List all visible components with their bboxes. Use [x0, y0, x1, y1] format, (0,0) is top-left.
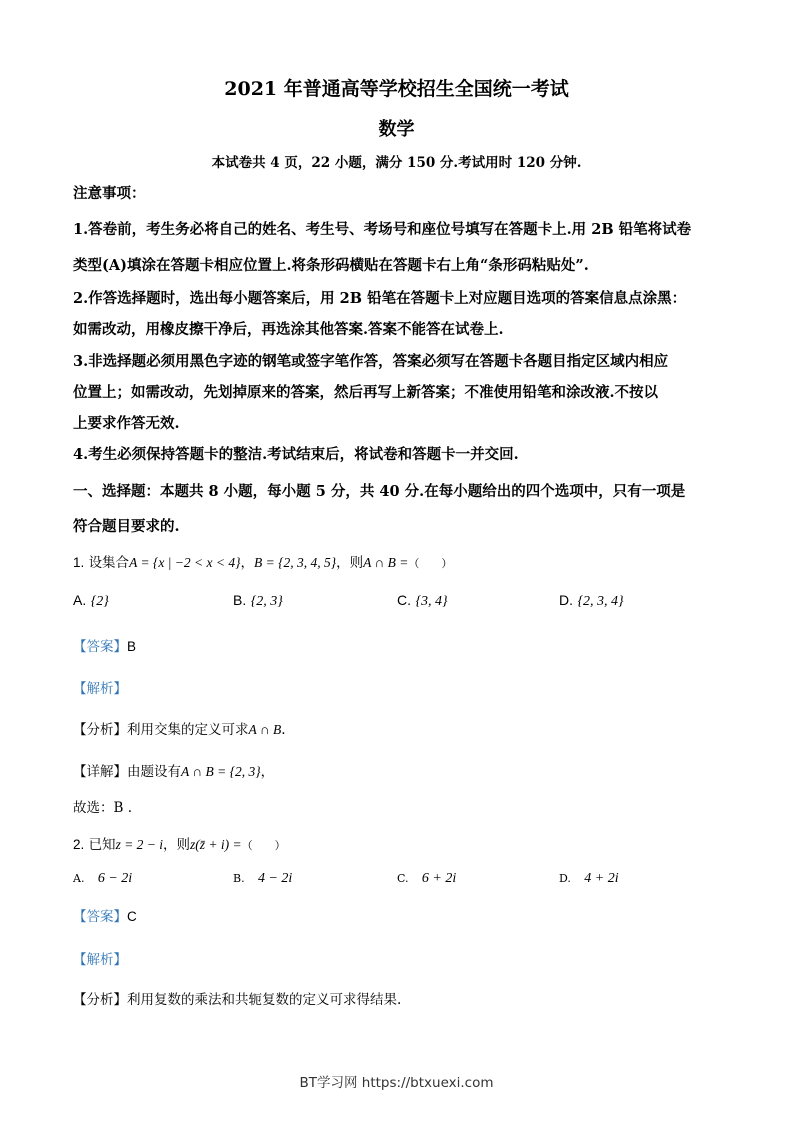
option-label: D.: [559, 592, 573, 608]
option-label: B.: [233, 592, 247, 608]
option-value: {2}: [90, 594, 109, 609]
notice-line: 上要求作答无效.: [73, 415, 180, 432]
notice-line: 如需改动，用橡皮擦干净后，再选涂其他答案.答案不能答在试卷上.: [73, 321, 504, 338]
notice-heading: 注意事项：: [73, 185, 146, 202]
set-b-expression: B = {2, 3, 4, 5}: [254, 555, 337, 570]
analysis-tag: 【分析】: [73, 992, 127, 1008]
option-value: {2, 3, 4}: [577, 594, 624, 609]
question-prefix: 设集合: [88, 555, 130, 571]
question-then: ，则: [163, 837, 191, 853]
option-value: {3, 4}: [415, 594, 448, 609]
option-a: [73, 592, 109, 610]
analysis-row: [73, 718, 286, 738]
option-value: 4 − 2i: [257, 871, 293, 886]
notice-line: 类型(A)填涂在答题卡相应位置上.将条形码横贴在答题卡右上角“条形码粘贴处”.: [73, 257, 589, 274]
option-value: 6 + 2i: [421, 871, 457, 886]
option-value: 4 + 2i: [584, 871, 619, 886]
detail-text: 由题设有: [127, 764, 181, 780]
separator: ，: [240, 555, 254, 571]
section-heading: 一、选择题：本题共 8 小题，每小题 5 分，共 40 分.在每小题给出的四个选项中，只有一项是: [73, 483, 686, 500]
question-prefix: 已知: [88, 837, 116, 853]
answer-tag: 【答案】: [73, 909, 127, 924]
answer-tag: 【答案】: [73, 639, 127, 654]
notice-line: 4.考生必须保持答题卡的整洁.考试结束后，将试卷和答题卡一并交回.: [73, 446, 519, 463]
option-label: C.: [397, 872, 409, 885]
analysis-text: 利用复数的乘法和共轭复数的定义可求得结果.: [127, 992, 402, 1008]
answer-value: C: [127, 909, 137, 924]
conclusion: 故选：B .: [73, 800, 133, 816]
detail-end: ，: [260, 764, 275, 780]
subject-title: 数学: [378, 119, 415, 140]
option-c: [397, 592, 448, 610]
jiexi-tag: 【解析】: [73, 952, 127, 967]
set-a-expression: A = {x | −2 < x < 4}: [129, 555, 241, 570]
option-label: C.: [397, 592, 411, 608]
notice-line: 3.非选择题必须用黑色字迹的钢笔或签字笔作答，答案必须写在答题卡各题目指定区域内相应: [73, 353, 669, 370]
analysis-end: .: [281, 722, 286, 738]
detail-tag: 【详解】: [73, 764, 127, 780]
analysis-row: [73, 988, 401, 1008]
option-value: {2, 3}: [250, 594, 283, 609]
option-c: [397, 870, 456, 887]
question-then: ，则: [336, 555, 364, 571]
answer-paren: （ ）: [408, 557, 453, 570]
question-expression: A ∩ B =: [363, 555, 409, 570]
given-expression: z = 2 − i: [115, 837, 164, 852]
analysis-expression: A ∩ B: [248, 722, 282, 737]
option-b: [233, 592, 283, 610]
option-d: [559, 592, 624, 610]
section-heading-cont: 符合题目要求的.: [73, 518, 180, 535]
notice-line: 2.作答选择题时，选出每小题答案后，用 2B 铅笔在答题卡上对应题目选项的答案信息点涂黑：: [73, 290, 687, 307]
exam-title: 2021 年普通高等学校招生全国统一考试: [224, 78, 569, 100]
option-a: [73, 870, 132, 887]
option-d: [559, 870, 619, 887]
question-number: 1.: [73, 555, 85, 570]
notice-line: 位置上；如需改动，先划掉原来的答案，然后再写上新答案；不准使用铅笔和涂改液.不按以: [73, 384, 659, 401]
analysis-tag: 【分析】: [73, 722, 127, 738]
option-value: 6 − 2i: [97, 871, 133, 886]
question-1: [73, 551, 452, 571]
answer-row: [73, 905, 137, 925]
option-b: [233, 870, 292, 887]
question-2: [73, 833, 286, 853]
question-number: 2.: [73, 837, 85, 852]
site-footer: BT学习网 https://btxuexi.com: [299, 1075, 494, 1091]
option-label: A.: [73, 872, 85, 885]
option-label: D.: [559, 872, 571, 885]
detail-expression: A ∩ B = {2, 3}: [181, 764, 261, 779]
option-label: A.: [73, 592, 87, 608]
answer-paren: （ ）: [241, 839, 286, 852]
detail-row: [73, 760, 274, 780]
answer-value: B: [127, 639, 137, 654]
jiexi-tag: 【解析】: [73, 681, 127, 696]
answer-row: [73, 635, 136, 655]
question-expression: z(z̄ + i) =: [190, 837, 242, 852]
analysis-text: 利用交集的定义可求: [127, 722, 249, 738]
exam-info: 本试卷共 4 页，22 小题，满分 150 分.考试用时 120 分钟.: [211, 155, 582, 171]
option-label: B.: [233, 872, 245, 885]
notice-line: 1.答卷前，考生务必将自己的姓名、考生号、考场号和座位号填写在答题卡上.用 2B 铅笔将试卷: [73, 221, 692, 238]
